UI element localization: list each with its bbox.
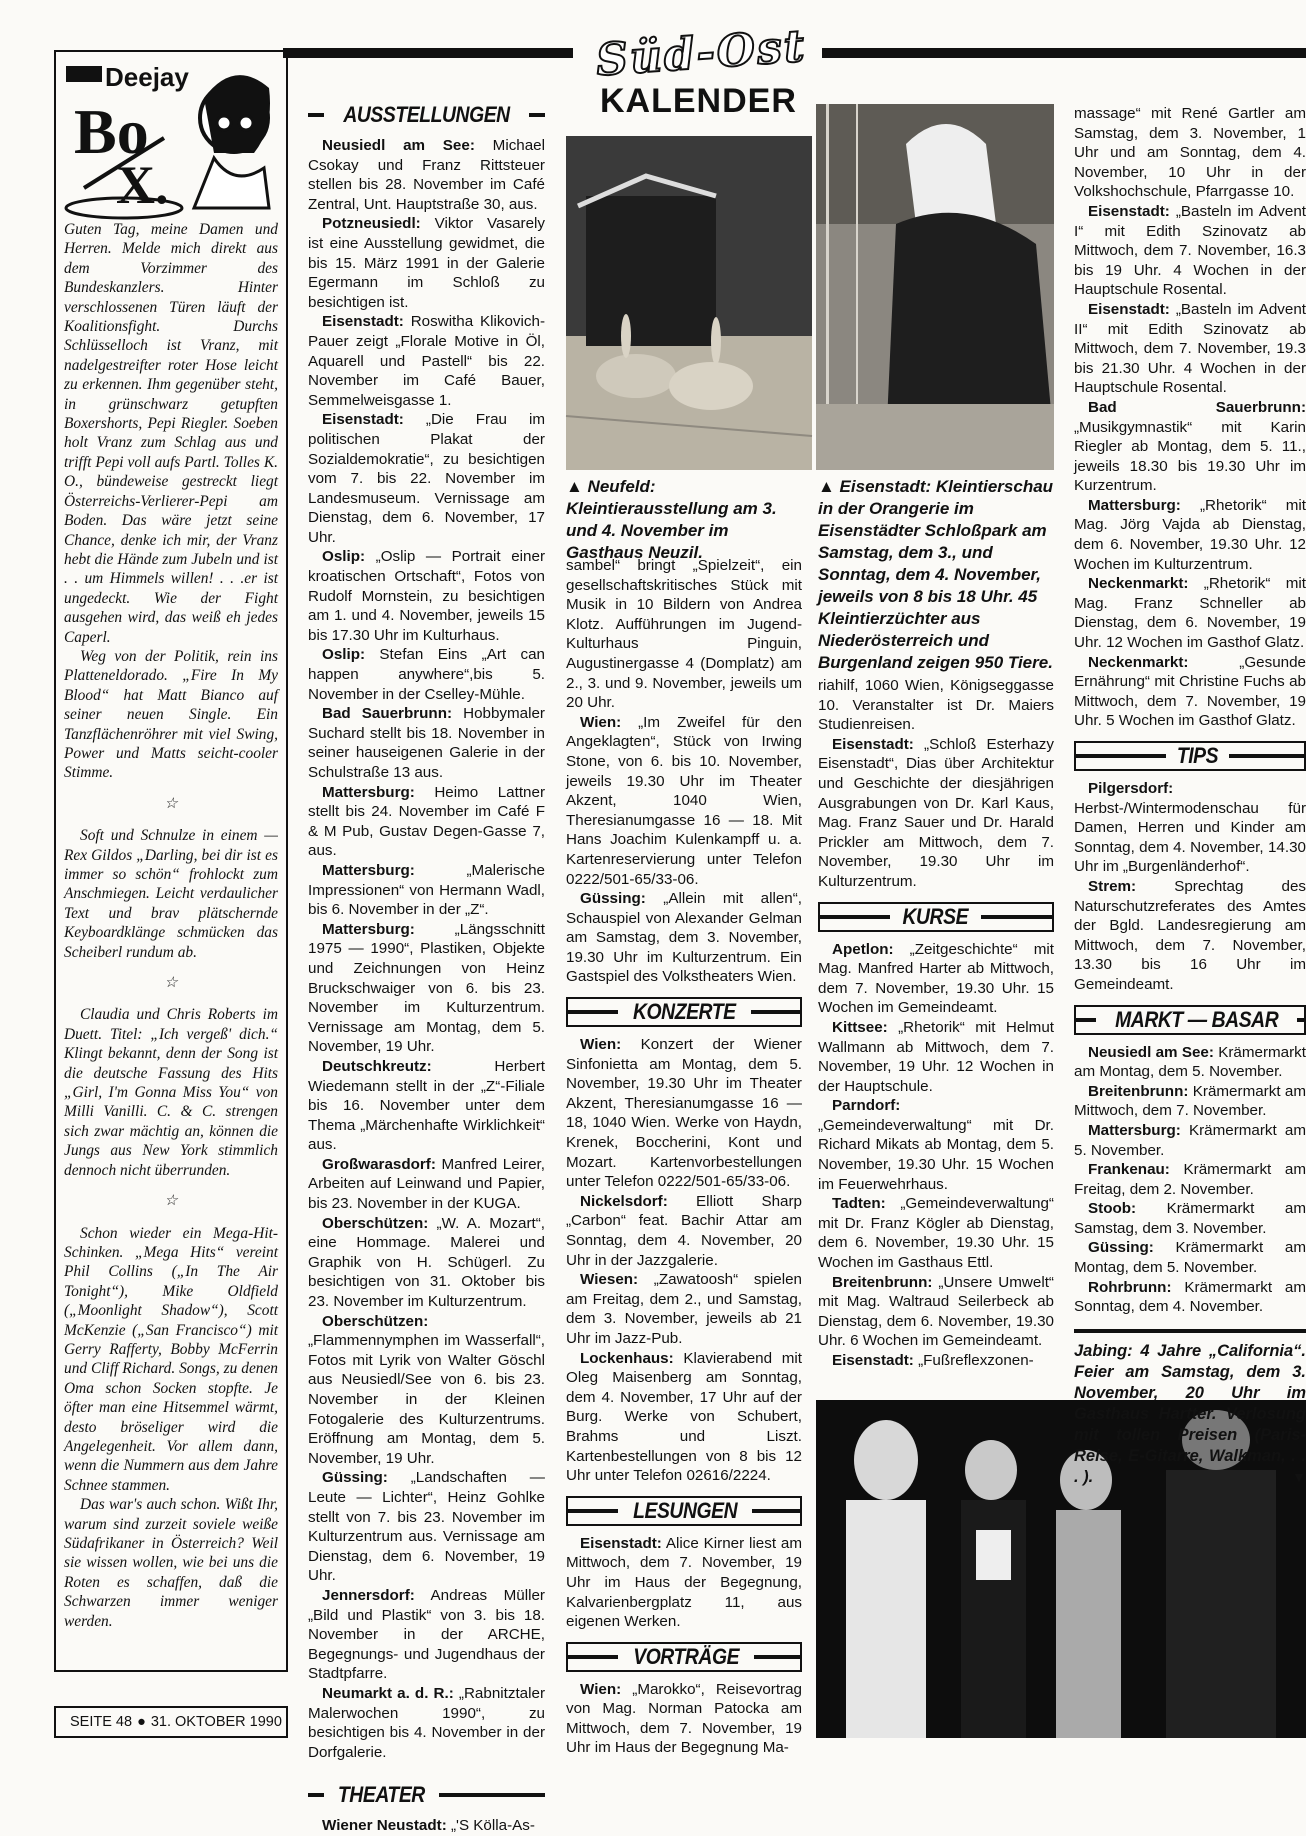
column-vortraege-kurse — [818, 676, 1054, 1371]
listing-place: Neusiedl am See: — [1088, 1043, 1214, 1061]
masthead-rule-right — [822, 48, 1306, 58]
listing-item — [818, 1096, 1054, 1194]
listing-place: Jennersdorf: — [322, 1586, 415, 1604]
listing-place: Bad Sauerbrunn: — [1088, 398, 1306, 416]
deejay-logo-bo: Bo — [74, 96, 149, 167]
listing-place: Tadten: — [832, 1195, 886, 1213]
listing-item — [308, 136, 545, 214]
listing-item — [818, 1351, 1054, 1371]
listing-place: Güssing: — [1088, 1239, 1154, 1257]
listing-text: sambel“ bringt „Spielzeit“, ein gesellschaftskritisches Stück mit Musik in 10 Bildern von Andrea Klotz. Aufführungen im Jugend-Kulturhaus Pinguin, Augustinergasse 4 (Domplatz) am 2., 3. und 9. November, jeweils um 20 Uhr. — [566, 557, 802, 712]
deejay-para-3: Soft und Schnulze in einem — Rex Gildos „Darling, bei dir ist es immer so schön“ frohlockt zum Anschmiegen. Leicht verdaulicher Text und brav plätschernde Keyboardklänge schmücken das Scheiberl rundum ab. — [64, 827, 278, 961]
listing-item — [566, 1035, 802, 1192]
listing-item — [308, 783, 545, 861]
caption-eisenstadt: ▲ Eisenstadt: Kleintierschau in der Orangerie im Eisenstädter Schloßpark am Samstag, dem 3., und Sonntag, dem 4. November, jeweils von 8 bis 18 Uhr. 45 Kleintierzüchter aus Niederösterreich und Burgenland zeigen 950 Tiere. — [818, 477, 1054, 672]
column-ausstellungen — [308, 96, 545, 1836]
deejay-logo-top: Deejay — [102, 62, 192, 93]
listing-text: „Unsere Umwelt“ mit Mag. Waltraud Seilerbeck ab Dienstag, dem 6. November, 19.30 Uhr. 6 Wochen im Gemeindeamt. — [818, 1273, 1054, 1350]
listing-text: Manfred Leirer, Arbeiten auf Leinwand und Papier, bis 23. November in der KUGA. — [308, 1155, 545, 1213]
listing-place: Mattersburg: — [1088, 1121, 1181, 1139]
listing-place: Pilgersdorf: — [1088, 780, 1174, 797]
section-title: TIPS — [1176, 743, 1219, 769]
listing-item — [818, 676, 1054, 735]
listing-text: „Die Frau im politischen Plakat der Sozialdemokratie“, zu besichtigen vom 7. bis 22. November im Landesmuseum. Vernissage am Dienstag, dem 6. November, 17 Uhr. — [308, 411, 545, 546]
listing-place: Großwarasdorf: — [322, 1155, 436, 1173]
listing-item — [818, 940, 1054, 1018]
listing-item — [308, 1155, 545, 1214]
listing-item — [818, 1194, 1054, 1272]
listing-item — [308, 1057, 545, 1155]
listing-text: Krämermarkt am Freitag, dem 2. November. — [1074, 1161, 1306, 1198]
masthead-rule-left — [283, 48, 573, 58]
listing-place: Breitenbrunn: — [1088, 1082, 1189, 1100]
listing-item — [308, 920, 545, 1057]
listing-place: Eisenstadt: — [1088, 202, 1170, 220]
listing-item — [566, 889, 802, 987]
listing-item — [308, 645, 545, 704]
deejay-para-2: Weg von der Politik, rein ins Platteneldorado. „Fire In My Blood“ hat Matt Bianco auf seiner neuen Single. Ein Tanzflächenröhrer mit viel Swing, Power und Matts seicht-cooler Stimme. — [64, 647, 278, 782]
listing-place: Wien: — [580, 1680, 622, 1698]
listing-place: Eisenstadt: — [322, 313, 404, 331]
section-title: VORTRÄGE — [633, 1643, 740, 1669]
listing-text: „'S Kölla-As- — [446, 1817, 535, 1835]
deejay-logo — [64, 58, 278, 220]
listing-place: Parndorf: — [832, 1097, 901, 1115]
listing-text: „Fußreflexzonen- — [913, 1352, 1034, 1369]
listing-text: Krämermarkt am Sonntag, dem 4. November. — [1074, 1278, 1306, 1316]
listing-item — [1074, 1082, 1306, 1121]
section-title: THEATER — [337, 1782, 425, 1808]
listing-item — [308, 861, 545, 920]
listing-place: Wiesen: — [580, 1271, 639, 1289]
listing-item — [1074, 1199, 1306, 1238]
listing-text: Krämermarkt am 5. November. — [1074, 1121, 1306, 1159]
listing-place: Güssing: — [580, 890, 646, 908]
listing-place: Lockenhaus: — [580, 1349, 674, 1367]
listing-text: Klavierabend mit Oleg Maisenberg am Sonntag, dem 4. November, 17 Uhr auf der Burg. Werke von Schubert, Brahms und Liszt. Kartenbestellungen von 8 bis 12 Uhr unter Telefon 02616/2224. — [566, 1349, 802, 1485]
listing-place: Stoob: — [1088, 1200, 1137, 1218]
listing-text: „Gesunde Ernährung“ mit Christine Fuchs ab Mittwoch, dem 7. November, 19 Uhr. 5 Wochen im Gasthof Glatz. — [1074, 653, 1306, 730]
listing-item — [308, 1312, 545, 1469]
listing-item — [1074, 202, 1306, 300]
listing-item — [1074, 574, 1306, 652]
listing-text: Alice Kirner liest am Mittwoch, dem 7. November, 19 Uhr im Haus der Begegnung, Kalvarienbergplatz 11, aus eigenen Werken. — [566, 1534, 802, 1631]
listing-text: „Schloß Esterhazy Eisenstadt“, Dias über Architektur und Geschichte der diesjährigen Ausgrabungen von Dr. Karl Kaus, Mag. Franz Sauer und Dr. Harald Prickler am Mittwoch, dem 7. November, 19.30 Uhr im Kulturzentrum. — [818, 735, 1054, 890]
listing-place: Potzneusiedl: — [322, 215, 421, 233]
listing-item — [308, 214, 545, 312]
listing-place: Eisenstadt: — [580, 1534, 662, 1552]
masthead-kalender: KALENDER — [600, 82, 797, 120]
listing-text: „Landschaften — Leute — Lichter“, Heinz Gohlke stellt von 7. bis 23. November im Kulturzentrum aus. Vernissage am Dienstag, dem 6. November, 19 Uhr. — [308, 1469, 545, 1585]
listing-text: Herbst-/Wintermodenschau für Damen, Herren und Kinder am Sonntag, dem 4. November, 14.30 Uhr im „Burgenländerhof“. — [1074, 799, 1306, 876]
listing-item — [1074, 398, 1306, 496]
deejay-para-1: Guten Tag, meine Damen und Herren. Melde mich direkt aus dem Vorzimmer des Bundeskanzlers. Hinter verschlossenen Türen läuft der Koalitionsfight. Durchs Schlüsselloch ist Vranz, mit nadelgestreifter roter Hose leicht zu erkennen. Ihm gegenüber steht, in grünschwarz getupften Boxershorts, Pepi Riegler. Soeben holt Vranz zum Schlag aus und trifft Pepi voll aufs Partl. Tolles K. O., bündeweise gestreckt liegt Österreichs-Verlierer-Pepi am Boden. Das wäre jetzt seine Chance, denke ich mir, der Vranz hebt die Hände zum Jubeln und ist . . um Himmels willen! . . .er ist ungedeckt. Wie der Fight ausgehen wird, das weiß eh jedes Caperl. — [64, 221, 278, 646]
listing-item — [1074, 1121, 1306, 1160]
listing-place: Eisenstadt: — [1088, 300, 1170, 318]
listing-place: Eisenstadt: — [322, 411, 404, 429]
listing-text: „Zawatoosh“ spielen am Freitag, dem 2., und Samstag, dem 3. November, jeweils ab 21 Uhr im Jazz-Pub. — [566, 1271, 802, 1347]
column-kurse-tips-markt — [1074, 104, 1306, 1487]
listing-place: Breitenbrunn: — [832, 1273, 933, 1291]
section-header-lesungen — [566, 1496, 802, 1526]
listing-text: massage“ mit René Gartler am Samstag, dem 3. November, 1 Uhr und am Sonntag, dem 4. November, 10 Uhr in der Volkshochschule, Pfarrgasse 10. — [1074, 105, 1306, 201]
deejay-para-6: Das war's auch schon. Wißt Ihr, warum sind zurzeit soviele weiße Südafrikaner in Österreich? Weil sie wissen wollen, wie bei uns die Roten es schaffen, daß die Schwarzen immer weniger werden. — [64, 1496, 278, 1630]
listing-text: Konzert der Wiener Sinfonietta am Montag, dem 5. November, 19.30 Uhr im Theater Akzent, Theresianumgasse 16 — 18, 1040 Wien. Werke von Haydn, Krenek, Boccherini, Kont und Mozart. Kartenvorbestellungen unter Telefon 0222/501-65/33-06. — [566, 1036, 802, 1191]
listing-text: „Im Zweifel für den Angeklagten“, Stück von Irwing Stone, von 6. bis 10. November, jeweils 19.30 Uhr im Theater Akzent, 1040 Wien, Theresianumgasse 16 — 18. Mit Hans Joachim Kulenkampff u. a. Kartenreservierung unter Telefon 0222/501-65/33-06. — [566, 713, 802, 888]
page-footer — [54, 1706, 288, 1738]
listing-text: „Gemeindeverwaltung“ mit Dr. Richard Mikats ab Montag, dem 5. November, 19.30 Uhr. 15 Wochen im Feuerwehrhaus. — [818, 1116, 1054, 1193]
listing-item — [566, 1270, 802, 1348]
listing-text: „Längsschnitt 1975 — 1990“, Plastiken, Objekte und Zeichnungen von Heinz Bruckschwaiger von 6. bis 23. November im Kulturzentrum. Vernissage am Montag, dem 5. November, 19 Uhr. — [308, 920, 545, 1056]
listing-text: „Rhetorik“ mit Mag. Jörg Vajda ab Dienstag, dem 6. November, 19.30 Uhr. 12 Wochen im Kulturzentrum. — [1074, 496, 1306, 573]
listing-place: Oberschützen: — [322, 1312, 429, 1330]
listing-item — [818, 735, 1054, 892]
listing-item — [1074, 1160, 1306, 1199]
jabing-note: Jabing: 4 Jahre „California“. Feier am Samstag, dem 3. November, 20 Uhr im Gasthaus Hartter. Verlosung mit tollen Preisen (Paris-Reise, E-Gitarre, Walkman, . . . ). — [1074, 1341, 1306, 1486]
page-number: SEITE 48 — [70, 1714, 133, 1730]
section-header-kurse — [818, 902, 1054, 932]
bullet-icon: ● — [137, 1714, 146, 1730]
listing-place: Neusiedl am See: — [322, 137, 475, 154]
listing-text: „Allein mit allen“, Schauspiel von Alexander Gelman am Samstag, dem 3. November, 19.30 Uhr im Kulturzentrum. Ein Gastspiel des Volkstheaters Wien. — [566, 890, 802, 986]
listing-text: Heimo Lattner stellt bis 24. November im Café F & M Pub, Gustav Degen-Gasse 7, aus. — [308, 783, 545, 860]
listing-place: Oslip: — [322, 646, 366, 664]
section-header-theater — [308, 1782, 545, 1808]
section-title: LESUNGEN — [633, 1497, 738, 1523]
listing-place: Wiener Neustadt: — [322, 1817, 447, 1835]
listing-item — [308, 1214, 545, 1312]
section-header-tips — [1074, 741, 1306, 771]
column-theater-konzerte — [566, 556, 802, 1758]
deejay-para-5: Schon wieder ein Mega-Hit-Schinken. „Mega Hits“ vereint Phil Collins („In The Air Tonight“), Mike Oldfield („Moonlight Shadow“), Scott McKenzie („San Francisco“) mit Gerry Rafferty, Bobby McFerrin und Cliff Richard. Songs, zu denen Oma schon Socken stopfte. Je öfter man eine Hitsemmel wärmt, desto bröseliger wird die Angelegenheit. Vor allem dann, wenn die Nummern aus dem Jahre Schnee stammen. — [64, 1224, 278, 1494]
listing-text: Andreas Müller „Bild und Plastik“ von 3. bis 18. November in der ARCHE, Begegnungs- und Jugendhaus der Stadtpfarre. — [308, 1586, 545, 1683]
listing-text: Krämermarkt am Montag, dem 5. November. — [1074, 1239, 1306, 1277]
listing-place: Güssing: — [322, 1469, 388, 1487]
section-title: MARKT — BASAR — [1115, 1006, 1279, 1032]
listing-text: „Rhetorik“ mit Helmut Wallmann ab Mittwoch, dem 7. November, 19 Uhr. 12 Wochen in der Hauptschule. — [818, 1018, 1054, 1095]
listing-text: Krämermarkt am Montag, dem 5. November. — [1074, 1043, 1306, 1081]
section-header-markt — [1074, 1005, 1306, 1035]
listing-item — [1074, 300, 1306, 398]
section-title: KURSE — [902, 903, 969, 929]
listing-item — [1074, 104, 1306, 202]
listing-item — [1074, 1043, 1306, 1082]
section-header-ausstellungen — [308, 102, 545, 128]
listing-text: Michael Csokay und Franz Rittsteuer stellen bis 28. November im Café Zentral, Unt. Hauptstraße 30, aus. — [308, 137, 545, 213]
down-arrow-icon: ▼ — [1292, 1468, 1306, 1485]
listing-text: „Rabnitztaler Malerwochen 1990“, zu besichtigen bis 4. November in der Dorfgalerie. — [308, 1684, 546, 1761]
listing-item — [566, 1680, 802, 1758]
listing-place: Mattersburg: — [322, 920, 415, 938]
listing-place: Neckenmarkt: — [1088, 575, 1189, 593]
listing-place: Neckenmarkt: — [1088, 653, 1189, 671]
listing-item — [1074, 1278, 1306, 1317]
listing-item — [566, 1534, 802, 1632]
listing-item — [308, 1816, 545, 1836]
listing-item — [308, 704, 545, 782]
listing-place: Rohrbrunn: — [1088, 1278, 1172, 1296]
listing-item — [1074, 653, 1306, 731]
listing-place: Eisenstadt: — [832, 735, 914, 753]
deejay-logo-x: X. — [116, 155, 169, 215]
listing-place: Neumarkt a. d. R.: — [322, 1684, 454, 1702]
listing-text: „Musikgymnastik“ mit Karin Riegler ab Montag, dem 5. 11., jeweils 18.30 bis 19.30 Uhr im Kurzentrum. — [1074, 418, 1306, 495]
listing-item — [308, 547, 545, 645]
listing-text: „Marokko“, Reisevortrag von Mag. Norman Patocka am Mittwoch, dem 7. November, 19 Uhr im Haus der Begegnung Ma- — [566, 1680, 802, 1757]
listing-item — [566, 1349, 802, 1486]
listing-place: Deutschkreutz: — [322, 1057, 432, 1075]
star-icon: ☆ — [164, 795, 178, 812]
listing-text: riahilf, 1060 Wien, Königseggasse 10. Veranstalter ist Dr. Maiers Studienreisen. — [818, 677, 1054, 734]
caption-neufeld: ▲ Neufeld: Kleintierausstellung am 3. und 4. November im Gasthaus Neuzil. — [566, 477, 777, 562]
listing-text: „Flammennymphen im Wasserfall“, Fotos mit Lyrik von Walter Göschl aus Neusiedl/See von 6. bis 23. November in der Kleinen Fotogalerie des Kulturzentrums. Eröffnung am Montag, dem 5. November, 19 Uhr. — [308, 1332, 545, 1467]
listing-text: Stefan Eins „Art can happen anywhere“,bis 5. November in der Cselley-Mühle. — [308, 646, 545, 703]
listing-text: Hobbymaler Suchard stellt bis 18. November in seiner hauseigenen Galerie in der Schulstraße 13 aus. — [308, 705, 545, 781]
listing-item — [1074, 1238, 1306, 1277]
listing-text: „Gemeindeverwaltung“ mit Dr. Franz Kögler ab Dienstag, dem 6. November, 19.30 Uhr. 15 Wochen im Gasthaus Ettl. — [818, 1195, 1054, 1272]
listing-item — [566, 1192, 802, 1270]
star-icon: ☆ — [164, 975, 178, 992]
listing-item — [818, 1018, 1054, 1096]
issue-date: 31. OKTOBER 1990 — [150, 1714, 282, 1730]
listing-place: Eisenstadt: — [832, 1352, 914, 1369]
listing-text: Viktor Vasarely ist eine Ausstellung gewidmet, die bis 15. März 1991 in der Galerie Egermann im Schloß zu besichtigen ist. — [308, 215, 545, 311]
listing-text: „Rhetorik“ mit Mag. Franz Schneller ab Dienstag, dem 6. November, 19 Uhr. 12 Wochen im Gasthof Glatz. — [1074, 575, 1306, 652]
listing-place: Mattersburg: — [322, 861, 415, 879]
listing-text: „Malerische Impressionen“ von Hermann Wadl, bis 6. November in der „Z“. — [308, 861, 545, 919]
listing-item — [308, 1586, 545, 1684]
deejay-box — [54, 50, 288, 1672]
star-icon: ☆ — [164, 1193, 178, 1210]
listing-item — [308, 1468, 545, 1586]
deejay-para-4: Claudia und Chris Roberts im Duett. Titel: „Ich vergeß' dich.“ Klingt bekannt, denn der Song ist die deutsche Fassung des Hits „Girl, I'm Gonna Miss You“ von Milli Vanilli. C. & C. strengen sich zwar mächtig an, können die Jungs aus New York stimmlich dennoch nicht überrunden. — [64, 1006, 278, 1179]
listing-text: „Basteln im Advent I“ mit Edith Szinovatz ab Mittwoch, dem 7. November, 16.3 bis 19 Uhr. 4 Wochen in der Hauptschule Rosental. — [1074, 202, 1306, 299]
listing-text: „W. A. Mozart“, eine Hommage. Malerei und Graphik von H. Schügerl. Zu besichtigen von 31. Oktober bis 23. November im Kulturzentrum. — [308, 1214, 545, 1311]
listing-place: Strem: — [1088, 877, 1137, 895]
listing-place: Oberschützen: — [322, 1214, 429, 1232]
listing-item — [308, 312, 545, 410]
listing-item — [308, 410, 545, 547]
listing-place: Mattersburg: — [1088, 496, 1181, 514]
listing-text: Roswitha Klikovich-Pauer zeigt „Florale Motive in Öl, Aquarell und Pastell“ bis 22. November im Café Bauer, Semmelweisgasse 1. — [308, 313, 545, 409]
listing-text: Krämermarkt am Mittwoch, dem 7. November. — [1074, 1082, 1306, 1120]
listing-item — [308, 1684, 545, 1762]
section-title: AUSSTELLUNGEN — [343, 102, 510, 128]
photo-woman-cage — [816, 104, 1054, 470]
listing-item — [1074, 877, 1306, 995]
listing-place: Frankenau: — [1088, 1161, 1170, 1179]
listing-item — [566, 556, 802, 713]
listing-item — [818, 1273, 1054, 1351]
section-header-vortraege — [566, 1642, 802, 1672]
listing-text: Elliott Sharp „Carbon“ feat. Bachir Attar am Sonntag, dem 4. November, 20 Uhr in der Jazzgalerie. — [566, 1192, 802, 1269]
listing-place: Wien: — [580, 713, 622, 731]
listing-place: Wien: — [580, 1036, 622, 1054]
listing-text: „Basteln im Advent II“ mit Edith Szinovatz ab Mittwoch, dem 7. November, 19.3 bis 21.30 Uhr. 4 Wochen in der Hauptschule Rosental. — [1074, 300, 1306, 397]
masthead-sued-ost: Süd-Ost — [594, 20, 808, 87]
divider — [1074, 1329, 1306, 1333]
listing-text: „Zeitgeschichte“ mit Mag. Manfred Harter ab Mittwoch, dem 7. November, 19.30 Uhr. 15 Wochen im Gemeindeamt. — [818, 940, 1054, 1017]
listing-item — [1074, 779, 1306, 877]
listing-place: Mattersburg: — [322, 783, 415, 801]
listing-place: Kittsee: — [832, 1018, 888, 1036]
section-header-konzerte — [566, 997, 802, 1027]
listing-place: Oslip: — [322, 548, 366, 566]
listing-item — [1074, 496, 1306, 574]
listing-place: Bad Sauerbrunn: — [322, 705, 453, 723]
listing-text: „Oslip — Portrait einer kroatischen Ortschaft“, Fotos von Rudolf Mornstein, zu besichtigen am 1. und 4. November, jeweils 15 bis 17.30 Uhr im Kulturhaus. — [308, 548, 545, 644]
listing-place: Nickelsdorf: — [580, 1192, 668, 1210]
listing-item — [566, 713, 802, 889]
photo-rabbits — [566, 136, 812, 470]
listing-text: Herbert Wiedemann stellt in der „Z“-Filiale bis 16. November unter dem Thema „Märchenhafte Wirklichkeit“ aus. — [308, 1057, 545, 1154]
listing-text: Sprechtag des Naturschutzreferates des Amtes der Bgld. Landesregierung am Mittwoch, dem 7. November, 13.30 bis 16 Uhr im Gemeindeamt. — [1074, 877, 1306, 993]
listing-text: Krämermarkt am Samstag, dem 3. November. — [1074, 1200, 1306, 1237]
listing-place: Apetlon: — [832, 940, 894, 958]
section-title: KONZERTE — [632, 999, 736, 1025]
